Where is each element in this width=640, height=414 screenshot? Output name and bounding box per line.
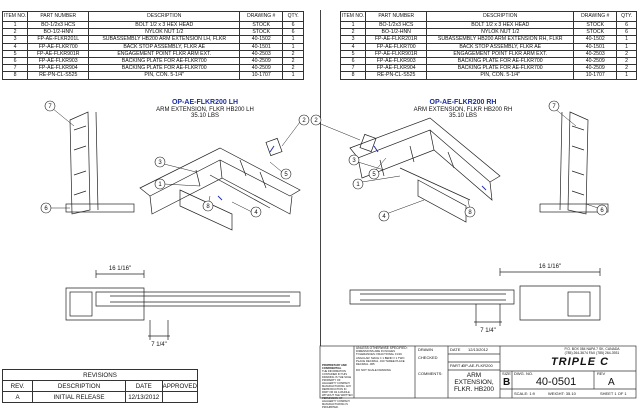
- bom-cell-drawing: 40-1501: [574, 43, 617, 50]
- bom-cell-qty: 2: [617, 50, 637, 57]
- rev-cell-rev: A: [3, 392, 33, 403]
- size-label: SIZE: [502, 371, 511, 376]
- revision-row: [3, 392, 198, 403]
- bom-header-item: ITEM NO.: [341, 12, 366, 22]
- bom-cell-desc: BACK STOP ASSEMBLY, FLKR AE: [427, 43, 574, 50]
- callout-7-right: 7: [552, 104, 556, 110]
- bom-cell-item: 5: [3, 50, 28, 57]
- callout-8-right: 8: [468, 210, 472, 216]
- bom-header-drawing: DRAWING #: [240, 12, 283, 22]
- rev-header-rev: REV.: [3, 381, 33, 392]
- revisions-table: [2, 369, 198, 403]
- part-number: OP-AE-FLKR200: [462, 363, 493, 368]
- bom-cell-drawing: 40-2503: [574, 50, 617, 57]
- bom-cell-item: 6: [3, 58, 28, 65]
- callout-3-right: 3: [352, 158, 356, 164]
- bom-cell-part: RE-PN-CL-S525: [366, 72, 427, 79]
- bom-cell-part: FP-AE-FLKR904: [28, 65, 89, 72]
- dim-offset-left: 7 1/4": [151, 342, 167, 348]
- bom-cell-qty: 1: [283, 72, 304, 79]
- callout-2-left: 2: [302, 118, 306, 124]
- bom-cell-drawing: STOCK: [240, 29, 283, 36]
- rev-value: A: [608, 377, 615, 388]
- bom-header-part: PART NUMBER: [366, 12, 427, 22]
- drawing-title: ARM EXTENSION, FLKR. HB200: [453, 372, 495, 393]
- dim-width-left: 16 1/16": [108, 266, 132, 272]
- bom-cell-part: FP-AE-FLKR903: [366, 58, 427, 65]
- bom-cell-qty: 2: [283, 58, 304, 65]
- bom-cell-item: 3: [341, 36, 366, 43]
- checked-label: CHECKED: [418, 355, 438, 360]
- date-value: 12/13/2012: [468, 347, 489, 352]
- bom-cell-item: 6: [341, 58, 366, 65]
- rev-cell-date: 12/13/2012: [125, 392, 162, 403]
- comments-label: COMMENTS:: [418, 371, 443, 376]
- company-address: [548, 347, 636, 355]
- bom-cell-desc: PIN, CON. 5-1/4": [427, 72, 574, 79]
- bom-cell-part: RE-PN-CL-S525: [28, 72, 89, 79]
- date-label: DATE: [450, 347, 461, 352]
- proprietary-block: [322, 364, 353, 409]
- bom-cell-part: FP-AE-FLKR201L: [28, 36, 89, 43]
- bom-cell-item: 4: [3, 43, 28, 50]
- bom-cell-item: 5: [341, 50, 366, 57]
- bom-cell-drawing: 40-2509: [240, 58, 283, 65]
- rev-header-approved: APPROVED: [162, 382, 197, 390]
- bom-cell-desc: BACK STOP ASSEMBLY, FLKR AE: [89, 43, 240, 50]
- phone-line: (785) 264-3674 FAX (785) 264-3931: [564, 351, 620, 355]
- scale: SCALE: 1:9: [514, 391, 535, 396]
- part-weight-left: 35.10 LBS: [190, 113, 220, 119]
- callout-1-left: 1: [158, 182, 162, 188]
- bom-cell-desc: NYLOK NUT 1/2: [427, 29, 574, 36]
- callout-5-right: 5: [372, 172, 376, 178]
- proprietary-title: PROPRIETARY AND CONFIDENTIAL: [322, 364, 347, 370]
- part-desc-right: ARM EXTENSION, FLKR HB200 RH: [413, 106, 513, 113]
- callout-8-left: 8: [206, 204, 210, 210]
- bom-header-item: ITEM NO.: [3, 12, 28, 22]
- bom-cell-desc: ENGAGEMENT POINT FLKR ARM EXT.: [89, 50, 240, 57]
- unless-note: UNLESS OTHERWISE SPECIFIED:: [356, 346, 408, 350]
- bom-cell-desc: BOLT 1/2 x 3 HEX HEAD: [427, 22, 574, 29]
- callout-7-left: 7: [48, 104, 52, 110]
- bom-header-desc: DESCRIPTION: [89, 12, 240, 22]
- callout-6-left: 6: [44, 206, 48, 212]
- bom-cell-part: FP-AE-FLKR901R: [28, 50, 89, 57]
- bom-cell-drawing: 40-2509: [574, 58, 617, 65]
- bom-cell-desc: SUBASSEMBLY HB200 ARM EXTENSION RH, FLKR: [427, 36, 574, 43]
- bom-header-qty: QTY.: [617, 12, 637, 22]
- bom-cell-part: FP-AE-FLKR903: [28, 58, 89, 65]
- bom-cell-item: 4: [341, 43, 366, 50]
- bom-cell-desc: SUBASSEMBLY HB200 ARM EXTENSION LH, FLKR: [89, 36, 240, 43]
- bom-cell-part: FP-AE-FLKR901R: [366, 50, 427, 57]
- bom-cell-part: BO-1/2x3 HCS: [366, 22, 427, 29]
- proprietary-text: THE INFORMATION CONTAINED IN THIS DRAWING IS THE SOLE PROPERTY OF HAGGERTY COMPANY MANUFACTURING. ANY REPRODUCTION IN PART OR AS A WHOLE WITHOUT THE WRITTEN PERMISSION OF HAGGERTY COMPANY MANUFACTURING IS PROHIBITED.: [322, 370, 353, 409]
- part-id-left: OP-AE-FLKR200 LH: [171, 99, 239, 106]
- company-logo: TRIPLE C: [550, 356, 610, 368]
- bom-cell-item: 1: [341, 22, 366, 29]
- rev-header-desc: DESCRIPTION: [33, 381, 126, 392]
- rev-cell-approved: [162, 392, 197, 403]
- bom-cell-drawing: STOCK: [574, 29, 617, 36]
- dim-offset-right: 7 1/4": [480, 328, 496, 334]
- bom-cell-drawing: 40-1501: [240, 43, 283, 50]
- part-weight-right: 35.10 LBS: [448, 113, 478, 119]
- do-not-scale: DO NOT SCALE DRAWING: [356, 368, 391, 373]
- bom-cell-item: 7: [341, 65, 366, 72]
- bom-cell-drawing: 40-2509: [574, 65, 617, 72]
- bom-cell-desc: BACKING PLATE FOR AE-FLKR700: [89, 65, 240, 72]
- bom-cell-desc: ENGAGEMENT POINT FLKR ARM EXT.: [427, 50, 574, 57]
- sheet: SHEET 1 OF 1: [600, 391, 627, 396]
- bom-cell-item: 8: [3, 72, 28, 79]
- revisions-title: REVISIONS: [3, 370, 198, 381]
- bom-cell-qty: 2: [283, 65, 304, 72]
- bom-cell-part: FP-AE-FLKR700: [28, 43, 89, 50]
- part-desc-left: ARM EXTENSION, FLKR HB200 LH: [156, 106, 254, 113]
- bom-cell-part: BO-1/2-HNN: [366, 29, 427, 36]
- bom-cell-item: 8: [341, 72, 366, 79]
- bom-cell-drawing: 40-2503: [240, 50, 283, 57]
- bom-cell-drawing: STOCK: [574, 22, 617, 29]
- tolerance-block: [356, 350, 414, 396]
- bom-cell-qty: 1: [617, 72, 637, 79]
- bom-header-drawing: DRAWING #: [574, 12, 617, 22]
- bom-header-part: PART NUMBER: [28, 12, 89, 22]
- part-label: PART #: [450, 363, 464, 368]
- bom-cell-desc: NYLOK NUT 1/2: [89, 29, 240, 36]
- callout-5-left: 5: [284, 172, 288, 178]
- bom-cell-part: BO-1/2-HNN: [28, 29, 89, 36]
- bom-cell-qty: 6: [283, 29, 304, 36]
- bom-cell-qty: 1: [283, 36, 304, 43]
- bom-cell-drawing: 40-1502: [574, 36, 617, 43]
- weight: WEIGHT: 35.10: [548, 391, 576, 396]
- bom-header-qty: QTY.: [283, 12, 304, 22]
- bom-header-desc: DESCRIPTION: [427, 12, 574, 22]
- bom-cell-qty: 1: [617, 36, 637, 43]
- size-value: B: [503, 377, 511, 388]
- bom-cell-item: 7: [3, 65, 28, 72]
- bom-cell-part: FP-AE-FLKR201R: [366, 36, 427, 43]
- callout-3-left: 3: [158, 160, 162, 166]
- callout-2-right: 2: [314, 118, 318, 124]
- bom-cell-qty: 6: [617, 29, 637, 36]
- address-line: P.O. BOX 084 NAPA 7 SK, CANADA: [564, 347, 620, 351]
- bom-cell-drawing: 10-1707: [574, 72, 617, 79]
- bom-cell-drawing: 40-2509: [240, 65, 283, 72]
- rev-label: REV: [597, 371, 606, 376]
- bom-cell-desc: BOLT 1/2 x 3 HEX HEAD: [89, 22, 240, 29]
- callout-6-right: 6: [600, 208, 604, 214]
- dwg-number: 40-0501: [535, 376, 577, 388]
- callout-4-right: 4: [382, 214, 386, 220]
- bom-cell-part: BO-1/2x3 HCS: [28, 22, 89, 29]
- bom-cell-qty: 2: [617, 65, 637, 72]
- bom-cell-part: FP-AE-FLKR700: [366, 43, 427, 50]
- rev-cell-desc: INITIAL RELEASE: [33, 392, 126, 403]
- bom-cell-drawing: STOCK: [240, 22, 283, 29]
- bom-cell-qty: 1: [617, 43, 637, 50]
- bom-cell-item: 2: [341, 29, 366, 36]
- callout-4-left: 4: [254, 210, 258, 216]
- tolerance-text: DIMENSIONS ARE IN INCHES TOLERANCES: FRACTIONAL ±1/16 ANGULAR: MACH ± 1 BEND ± 1 TWO PLACE DECIMAL .010 THREE PLACE DECIMAL .005: [356, 349, 405, 367]
- bom-cell-item: 3: [3, 36, 28, 43]
- bom-cell-desc: PIN, CON. 5-1/4": [89, 72, 240, 79]
- callout-1-right: 1: [356, 182, 360, 188]
- bom-cell-drawing: 10-1707: [240, 72, 283, 79]
- bom-cell-qty: 2: [283, 50, 304, 57]
- bom-cell-item: 1: [3, 22, 28, 29]
- bom-cell-qty: 1: [283, 43, 304, 50]
- bom-cell-desc: BACKING PLATE FOR AE-FLKR700: [89, 58, 240, 65]
- bom-cell-item: 2: [3, 29, 28, 36]
- bom-cell-desc: BACKING PLATE FOR AE-FLKR700: [427, 65, 574, 72]
- bom-cell-drawing: 40-1502: [240, 36, 283, 43]
- part-id-right: OP-AE-FLKR200 RH: [429, 99, 497, 106]
- rev-header-date: DATE: [125, 381, 162, 392]
- bom-cell-qty: 2: [617, 58, 637, 65]
- dim-width-right: 16 1/16": [538, 264, 562, 270]
- drawn-label: DRAWN: [418, 347, 433, 352]
- dwg-label: DWG. NO.: [514, 371, 534, 376]
- bom-cell-desc: BACKING PLATE FOR AE-FLKR700: [427, 58, 574, 65]
- bom-cell-qty: 6: [617, 22, 637, 29]
- bom-cell-part: FP-AE-FLKR904: [366, 65, 427, 72]
- bom-cell-qty: 6: [283, 22, 304, 29]
